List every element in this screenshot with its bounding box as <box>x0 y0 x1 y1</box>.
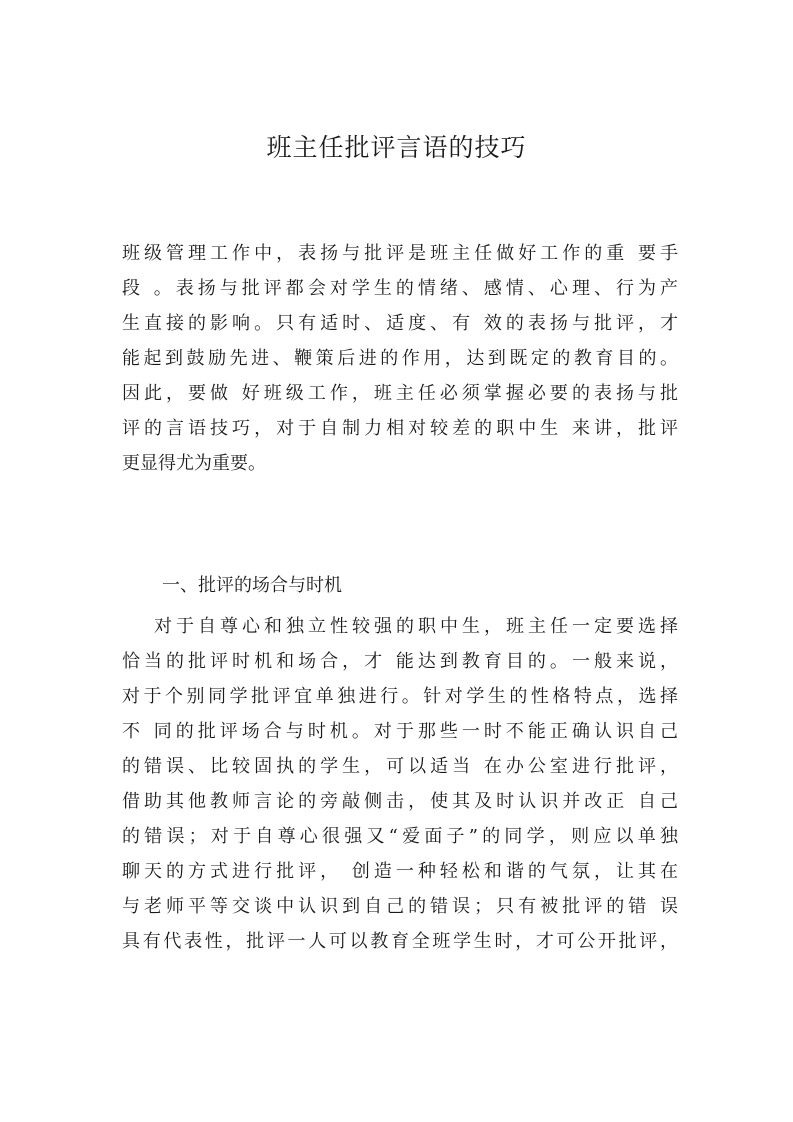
text-line: 恰当的批评时机和场合，才 能达到教育目的。一般来说， <box>122 651 678 672</box>
text-line: 借助其他教师言论的旁敲侧击，使其及时认识并改正 自己 <box>122 791 678 812</box>
text-line: 因此，要做 好班级工作，班主任必须掌握必要的表扬与批 <box>122 383 678 404</box>
text-line: 段 。表扬与批评都会对学生的情绪、感情、心理、行为产 <box>122 278 678 299</box>
text-line: 生直接的影响。只有适时、适度、有 效的表扬与批评，才 <box>122 313 678 334</box>
paragraph-intro <box>122 236 678 481</box>
text-line: 评的言语技巧，对于自制力相对较差的职中生 来讲，批评 <box>122 418 678 439</box>
text-line: 的错误；对于自尊心很强又“爱面子”的同学，则应以单独 <box>122 826 678 847</box>
text-line: 能起到鼓励先进、鞭策后进的作用，达到既定的教育目的。 <box>122 348 678 369</box>
text-line: 对于自尊心和独立性较强的职中生，班主任一定要选择 <box>154 616 678 637</box>
section-heading: 一、批评的场合与时机 <box>162 575 342 596</box>
text-line: 具有代表性，批评一人可以教育全班学生时，才可公开批评， <box>122 931 678 952</box>
text-line: 不 同的批评场合与时机。对于那些一时不能正确认识自己 <box>122 721 678 742</box>
text-line: 更显得尤为重要。 <box>122 453 266 474</box>
text-line: 班级管理工作中，表扬与批评是班主任做好工作的重 要手 <box>122 243 678 264</box>
text-line: 聊天的方式进行批评， 创造一种轻松和谐的气氛，让其在 <box>122 861 678 882</box>
text-line: 对于个别同学批评宜单独进行。针对学生的性格特点，选择 <box>122 686 678 707</box>
document-title: 班主任批评言语的技巧 <box>266 133 527 162</box>
paragraph-section1 <box>122 609 678 959</box>
text-line: 与老师平等交谈中认识到自己的错误；只有被批评的错 误 <box>122 896 678 917</box>
text-line: 的错误、比较固执的学生，可以适当 在办公室进行批评， <box>122 756 678 777</box>
